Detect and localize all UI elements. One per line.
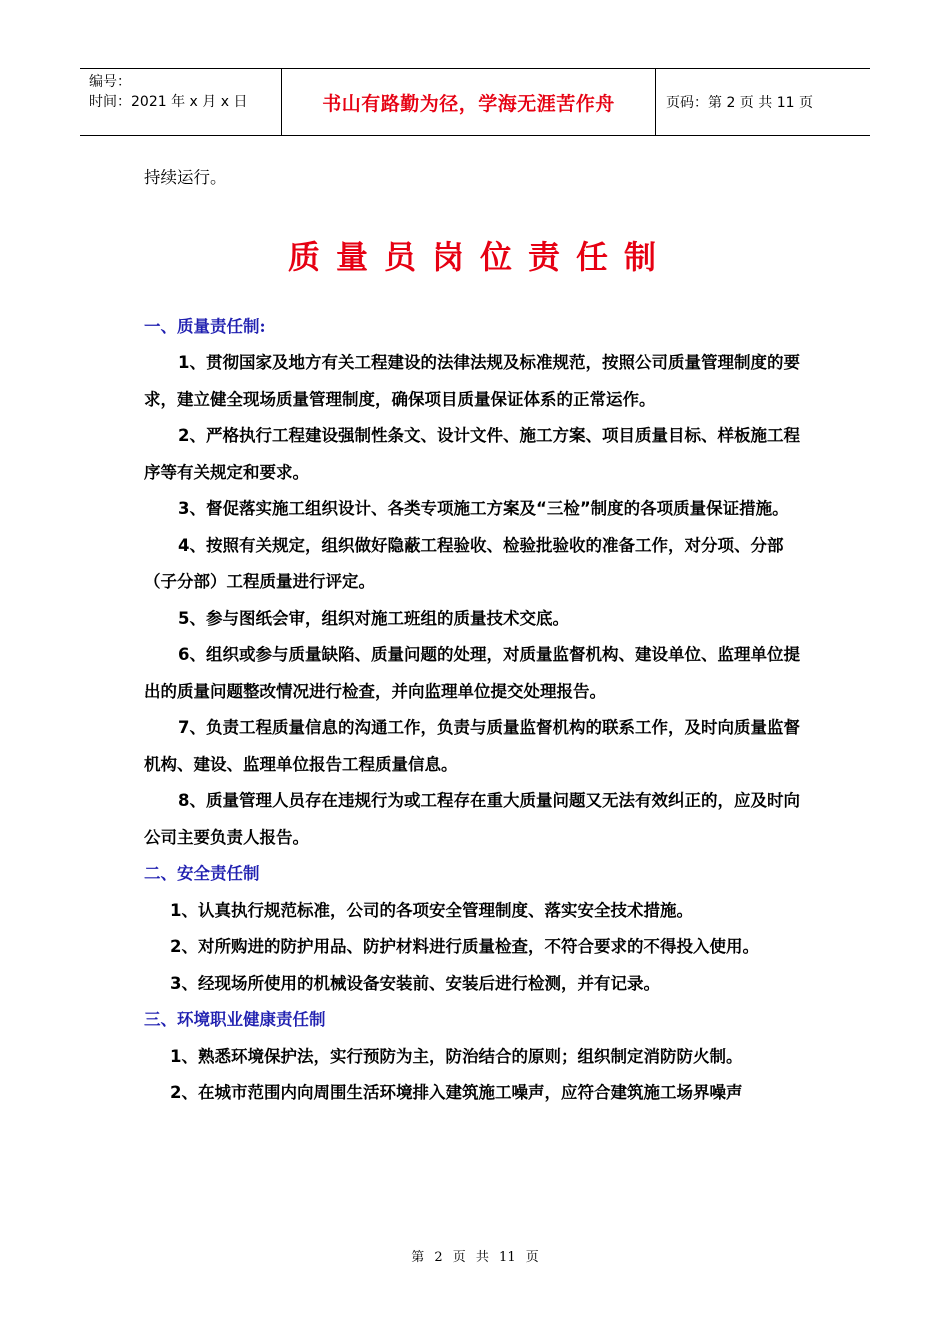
quality-item: 4、按照有关规定，组织做好隐蔽工程验收、检验批验收的准备工作，对分项、分部（子分部）工程质量进行评定。 [144,535,784,591]
environment-item: 2、在城市范围内向周围生活环境排入建筑施工噪声，应符合建筑施工场界噪声 [170,1083,743,1102]
quality-item: 6、组织或参与质量缺陷、质量问题的处理，对质量监督机构、建设单位、监理单位提出的质量问题整改情况进行检查，并向监理单位提交处理报告。 [144,645,800,701]
quality-item: 8、质量管理人员存在违规行为或工程存在重大质量问题又无法有效纠正的，应及时向公司主要负责人报告。 [144,791,800,847]
quality-item: 7、负责工程质量信息的沟通工作，负责与质量监督机构的联系工作，及时向质量监督机构、建设、监理单位报告工程质量信息。 [144,718,800,774]
section-heading-quality: 一、质量责任制: [144,316,266,336]
page-footer: 第 2 页 共 11 页 [411,1250,539,1265]
safety-item: 2、对所购进的防护用品、防护材料进行质量检查，不符合要求的不得投入使用。 [170,937,759,956]
section-heading-environment: 三、环境职业健康责任制 [144,1010,326,1029]
quality-item: 3、督促落实施工组织设计、各类专项施工方案及“三检”制度的各项质量保证措施。 [178,499,789,518]
environment-item: 1、熟悉环境保护法，实行预防为主，防治结合的原则；组织制定消防防火制。 [170,1046,743,1066]
document-title: 质量员岗位责任制 [287,237,672,276]
header-meta [80,69,282,135]
page-header [80,68,870,136]
safety-item: 3、经现场所使用的机械设备安装前、安装后进行检测，并有记录。 [170,973,660,993]
previous-text-tail: 持续运行。 [144,168,227,187]
doc-number-label: 编号： [89,74,131,90]
doc-time-label: 时间：2021 年 x 月 x 日 [89,94,248,110]
quality-item: 2、严格执行工程建设强制性条文、设计文件、施工方案、项目质量目标、样板施工程序等有关规定和要求。 [144,426,800,482]
safety-item: 1、认真执行规范标准，公司的各项安全管理制度、落实安全技术措施。 [170,900,693,920]
header-motto: 书山有路勤为径，学海无涯苦作舟 [282,69,656,135]
header-page-info: 页码：第 2 页 共 11 页 [666,95,813,111]
quality-item: 5、参与图纸会审，组织对施工班组的质量技术交底。 [178,608,569,628]
section-heading-safety: 二、安全责任制 [144,864,260,883]
quality-item: 1、贯彻国家及地方有关工程建设的法律法规及标准规范，按照公司质量管理制度的要求，建立健全现场质量管理制度，确保项目质量保证体系的正常运作。 [144,353,800,409]
document-body [144,160,816,1112]
